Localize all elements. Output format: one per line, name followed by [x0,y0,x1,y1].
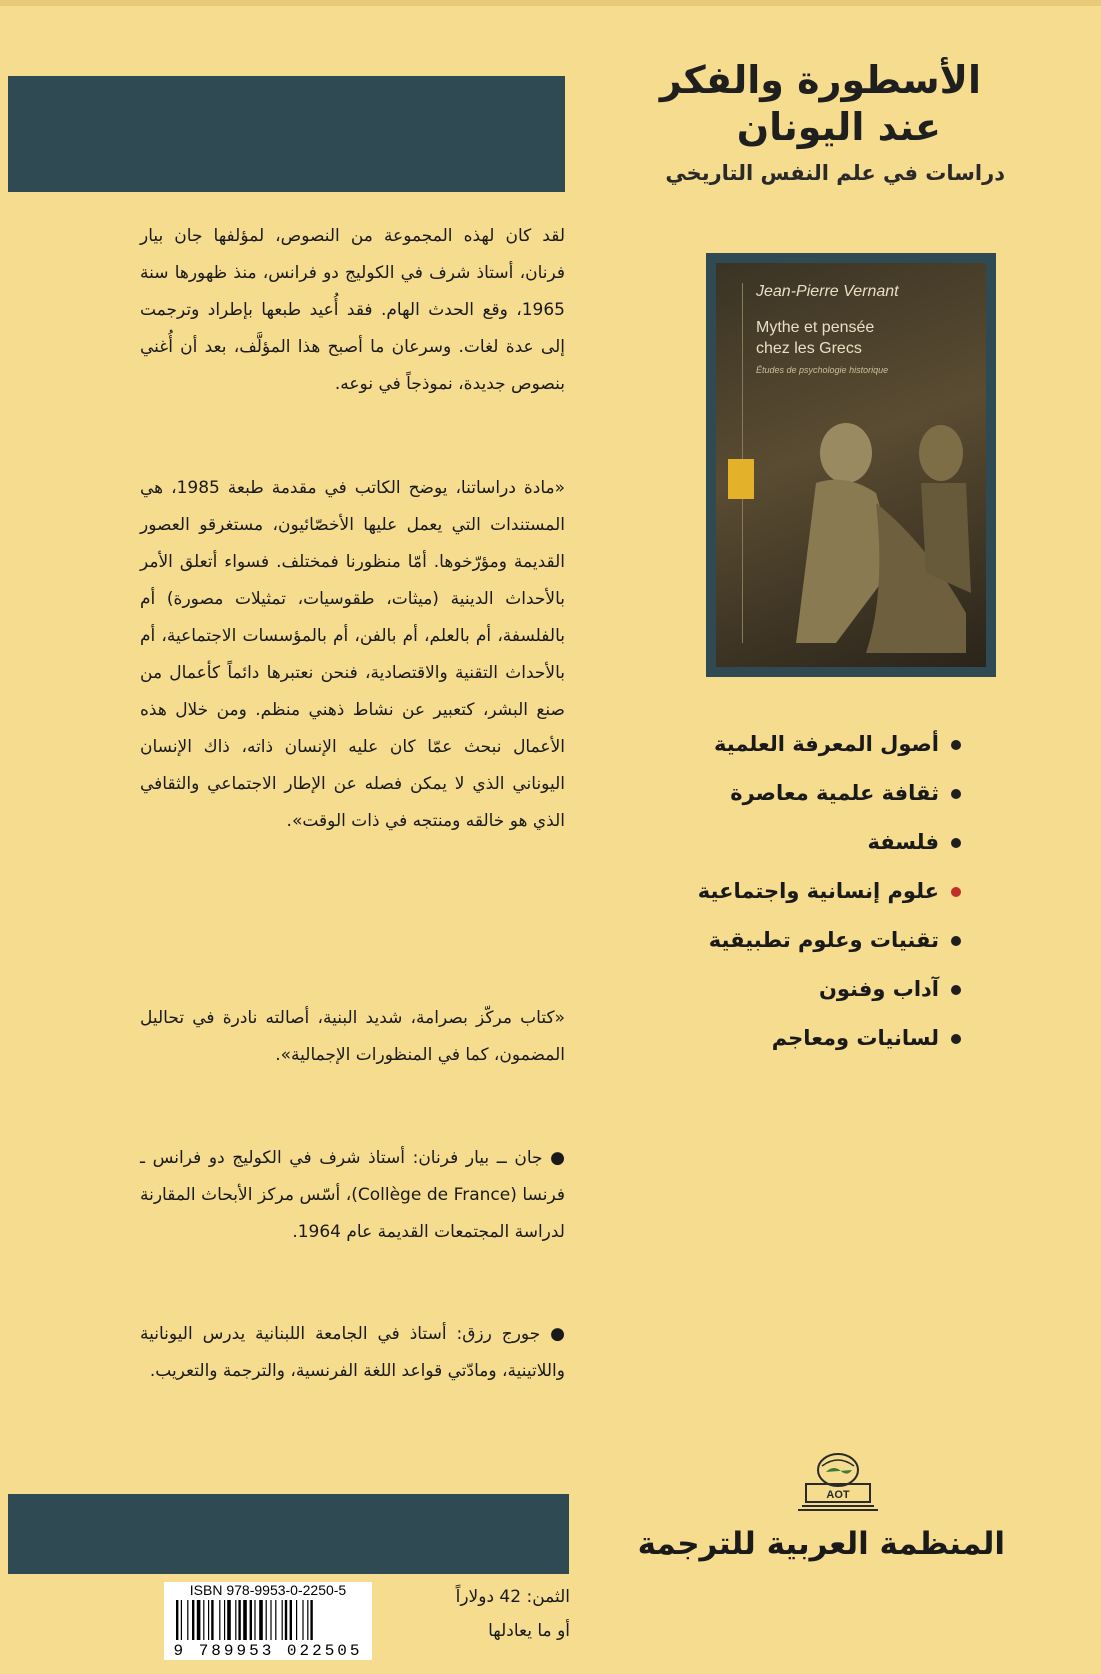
paragraph-text: «مادة دراساتنا، يوضح الكاتب في مقدمة طبعة 1985، هي المستندات التي يعمل عليها الأخصّائيون، مستغرقو العصور القديمة ومؤرّخوها. أمّا منظورنا فمختلف. فسواء أتعلق الأمر بالأحداث الدينية (ميثات، طقوسيات، تمثيلات مصورة) أم بالفلسفة، أم بالعلم، أم بالفن، أم بالمؤسسات الاجتماعية، أم بالأحداث التقنية والاقتصادية، فنحن نعتبرها دائماً كأعمال من صنع البشر، كتعبير عن نشاط ذهني منظم. ومن خلال هذه الأعمال نبحث عمّا كان عليه الإنسان ذاته، ذاك الإنسان اليوناني الذي لا يمكن فصله عن الإطار الاجتماعي والثقافي الذي هو خالقه ومنتجه في ذات الوقت». [140,478,565,831]
subject-label: آداب وفنون [818,977,939,1001]
bullet-icon [951,838,961,848]
price-line1: الثمن: 42 دولاراً [455,1587,570,1607]
list-item [601,818,961,867]
list-item [601,867,961,916]
subject-label: أصول المعرفة العلمية [714,732,939,756]
isbn-barcode [164,1582,372,1660]
barcode-digits: 9 789953 022505 [173,1642,363,1660]
publisher-logo-icon [796,1450,880,1512]
bottom-color-band [8,1494,569,1574]
top-color-band [8,76,565,192]
quote-paragraph [140,470,565,840]
subject-list [601,720,961,1063]
bullet-icon [951,887,961,897]
cover-emblem-icon [728,459,754,499]
bullet-icon [951,789,961,799]
subject-label: لسانيات ومعاجم [771,1026,939,1050]
cover-author: Jean-Pierre Vernant [756,283,899,300]
list-item [601,1014,961,1063]
paragraph-text: ● جورج رزق: أستاذ في الجامعة اللبنانية يدرس اليونانية واللاتينية، ومادّتي قواعد اللغة الفرنسية، والترجمة والتعريب. [140,1324,565,1381]
subject-label: ثقافة علمية معاصرة [730,781,939,805]
cover-image [716,263,986,667]
list-item [601,769,961,818]
cover-title [756,317,976,359]
bullet-icon [951,985,961,995]
logo-text: AOT [826,1489,850,1501]
author-bio [140,1140,565,1251]
review-paragraph [140,1000,565,1074]
cover-subtitle: Études de psychologie historique [756,365,889,375]
paragraph-text: «كتاب مركّز بصرامة، شديد البنية، أصالته نادرة في تحاليل المضمون، كما في المنظورات الإجمالية». [140,1008,565,1065]
cover-title-line2: chez les Grecs [756,340,862,357]
cover-thumbnail [706,253,996,677]
paragraph-text: لقد كان لهذه المجموعة من النصوص، لمؤلفها جان بيار فرنان، أستاذ شرف في الكوليج دو فرانس، منذ ظهورها سنة 1965، وقع الحدث الهام. فقد أُعيد طبعها بإطراد وترجمت إلى عدة لغات. وسرعان ما أصبح هذا المؤلَّف، بعد أن أُغني بنصوص جديدة، نموذجاً في نوعه. [140,226,565,394]
statue-image [776,393,976,653]
paragraph-text: ● جان ــ بيار فرنان: أستاذ شرف في الكوليج دو فرانس ـ فرنسا (Collège de France)، أسّس مركز الأبحاث المقارنة لدراسة المجتمعات القديمة عام 1964. [140,1148,565,1242]
publisher-name: المنظمة العربية للترجمة [637,1526,1005,1562]
subject-label: تقنيات وعلوم تطبيقية [708,928,939,952]
subject-label: فلسفة [867,830,939,854]
list-item [601,965,961,1014]
book-title-line1: الأسطورة والفكر [659,58,981,102]
list-item [601,720,961,769]
book-subtitle: دراسات في علم النفس التاريخي [665,161,1005,185]
isbn-number: ISBN 978-9953-0-2250-5 [189,1582,347,1598]
intro-paragraph [140,218,565,403]
price-line2: أو ما يعادلها [488,1621,570,1641]
bullet-icon [951,936,961,946]
bullet-icon [951,1034,961,1044]
title-block [561,56,1005,190]
list-item [601,916,961,965]
book-title-line2: عند اليونان [736,105,941,149]
top-edge [0,0,1101,6]
bullet-icon [951,740,961,750]
barcode-bars [176,1600,364,1640]
cover-title-line1: Mythe et pensée [756,319,875,336]
price-block [380,1580,570,1648]
subject-label: علوم إنسانية واجتماعية [697,879,939,903]
translator-bio [140,1316,565,1390]
